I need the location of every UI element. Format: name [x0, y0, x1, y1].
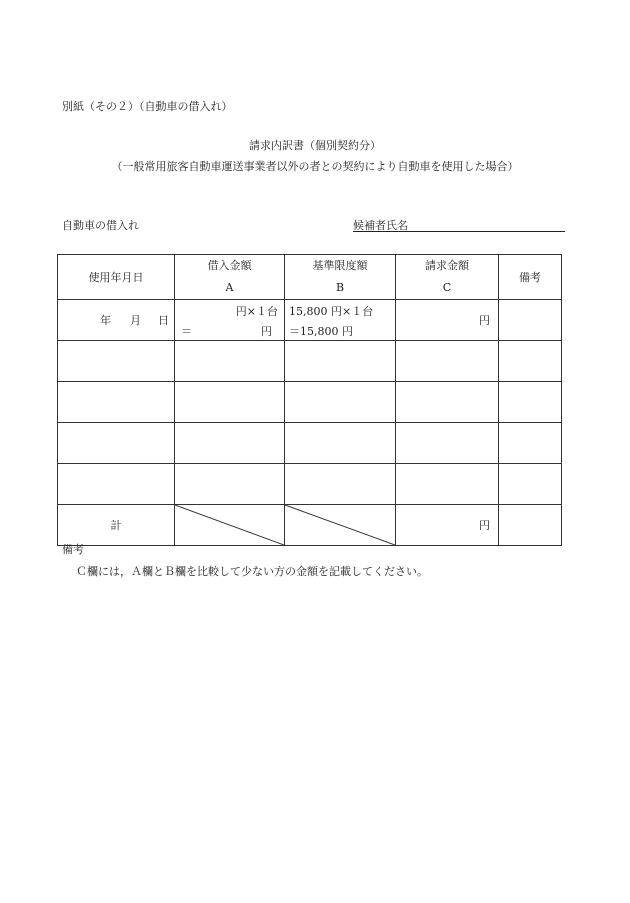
table-row [58, 382, 562, 423]
page-title: 請求内訳書（個別契約分） [249, 139, 381, 152]
claim-amount-cell[interactable] [396, 382, 499, 423]
notes-heading: 備考 [62, 543, 84, 556]
base-total-cell-slashed [285, 505, 396, 546]
header-rent-amount [175, 255, 285, 300]
claim-amount-cell[interactable] [396, 300, 499, 341]
base-limit-cell[interactable] [285, 464, 396, 505]
claim-amount-cell[interactable] [396, 341, 499, 382]
rent-amount-cell[interactable] [175, 423, 285, 464]
date-cell[interactable] [58, 423, 175, 464]
notes-body: Ｃ欄には，Ａ欄とＢ欄を比較して少ない方の金額を記載してください。 [76, 565, 428, 578]
date-cell[interactable] [58, 300, 175, 341]
remarks-cell[interactable] [499, 300, 562, 341]
header-rent-amount-label: 借入金額 [207, 259, 252, 272]
rent-unit-line: 円×１台 [235, 305, 278, 318]
month-label: 月 [130, 314, 141, 327]
candidate-name-field[interactable] [353, 231, 565, 232]
header-base-code: B [335, 281, 345, 294]
claim-amount-cell[interactable] [396, 423, 499, 464]
diagonal-slash [175, 505, 284, 545]
rent-total-cell-slashed [175, 505, 285, 546]
claim-total-yen: 円 [479, 519, 490, 532]
header-claim-code: C [442, 281, 452, 294]
claim-total-cell[interactable] [396, 505, 499, 546]
table-row [58, 423, 562, 464]
rent-amount-cell[interactable] [175, 464, 285, 505]
header-claim-amount-label: 請求金額 [425, 259, 469, 272]
remarks-cell[interactable] [499, 341, 562, 382]
header-rent-code: A [225, 281, 234, 294]
base-unit-line: 15,800 円×１台 [289, 305, 374, 318]
date-cell[interactable] [58, 464, 175, 505]
table-header-row [58, 255, 562, 300]
candidate-name-label: 候補者氏名 [353, 219, 408, 232]
rent-amount-cell[interactable] [175, 300, 285, 341]
header-claim-amount [396, 255, 499, 300]
header-date: 使用年月日 [58, 255, 175, 300]
table-row [58, 300, 562, 341]
total-label: 計 [58, 505, 175, 546]
remarks-cell[interactable] [499, 382, 562, 423]
claim-yen: 円 [479, 314, 490, 327]
rental-label: 自動車の借入れ [62, 219, 139, 232]
rent-amount-cell[interactable] [175, 341, 285, 382]
date-cell[interactable] [58, 341, 175, 382]
header-remarks: 備考 [499, 255, 562, 300]
base-limit-cell [285, 300, 396, 341]
page-subtitle: （一般常用旅客自動車運送事業者以外の者との契約により自動車を使用した場合） [111, 160, 519, 173]
total-row [58, 505, 562, 546]
header-base-limit-label: 基準限度額 [312, 259, 368, 272]
remarks-cell[interactable] [499, 423, 562, 464]
table-row [58, 341, 562, 382]
table-row [58, 464, 562, 505]
day-label: 日 [158, 314, 169, 327]
diagonal-slash [285, 505, 395, 545]
header-base-limit [285, 255, 396, 300]
attachment-label: 別紙（その２）（自動車の借入れ） [62, 100, 233, 113]
claim-amount-cell[interactable] [396, 464, 499, 505]
date-cell[interactable] [58, 382, 175, 423]
rent-amount-cell[interactable] [175, 382, 285, 423]
remarks-cell[interactable] [499, 464, 562, 505]
base-limit-cell[interactable] [285, 423, 396, 464]
base-limit-cell[interactable] [285, 341, 396, 382]
rent-yen: 円 [261, 325, 272, 338]
year-label: 年 [100, 314, 111, 327]
remarks-total-cell[interactable] [499, 505, 562, 546]
base-limit-cell[interactable] [285, 382, 396, 423]
rent-equals: ＝ [181, 325, 192, 338]
claim-breakdown-table [57, 254, 562, 546]
base-total-line: ＝15,800 円 [289, 325, 353, 338]
